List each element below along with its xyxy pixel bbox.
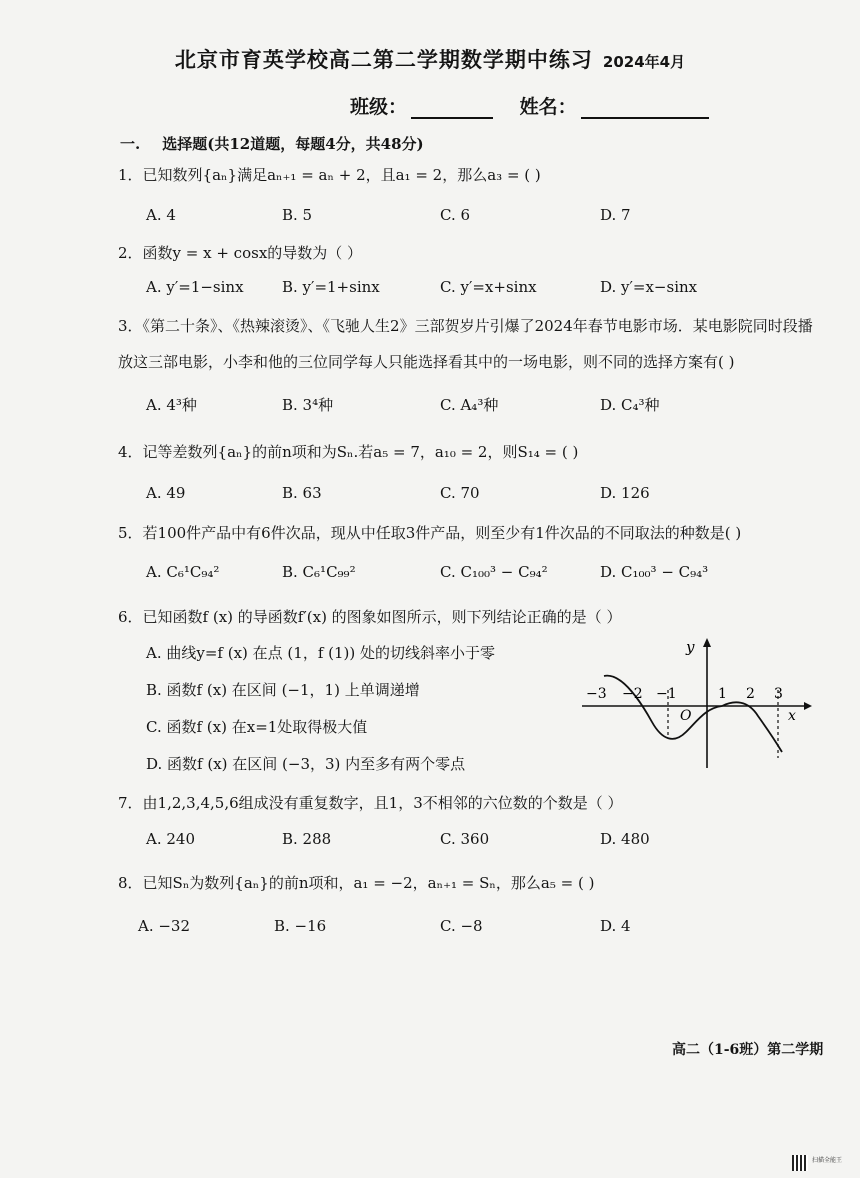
- option-b[interactable]: B. −16: [274, 917, 327, 935]
- x-axis-arrow: [804, 702, 812, 710]
- name-label: 姓名：: [519, 96, 577, 118]
- tick-label: −1: [656, 686, 677, 702]
- option-d[interactable]: D. C₁₀₀³ − C₉₄³: [600, 563, 709, 581]
- option-a[interactable]: A. 4: [146, 206, 176, 224]
- option-c[interactable]: C. −8: [440, 917, 483, 935]
- y-axis-arrow: [703, 638, 711, 647]
- option-b[interactable]: B. 63: [282, 484, 322, 502]
- option-a[interactable]: A. y′=1−sinx: [146, 278, 244, 296]
- qr-code-icon: [792, 1155, 808, 1171]
- class-blank[interactable]: [411, 97, 493, 119]
- question-8-stem: 8．已知Sₙ为数列{aₙ}的前n项和，a₁ = −2，aₙ₊₁ = Sₙ，那么a₅ = ( ): [118, 874, 595, 892]
- option-b[interactable]: B. 288: [282, 830, 332, 848]
- class-label: 班级：: [350, 96, 408, 118]
- question-4-stem: 4．记等差数列{aₙ}的前n项和为Sₙ.若a₅ = 7，a₁₀ = 2，则S₁₄ = ( ): [118, 443, 579, 461]
- option-d[interactable]: D. 函数f (x) 在区间 (−3，3) 内至多有两个零点: [146, 755, 466, 773]
- option-c[interactable]: C. A₄³种: [440, 396, 499, 414]
- option-d[interactable]: D. C₄³种: [600, 396, 660, 414]
- question-5-stem: 5．若100件产品中有6件次品，现从中任取3件产品，则至少有1件次品的不同取法的种数是( ): [118, 524, 742, 542]
- y-axis-label: y: [686, 638, 695, 656]
- option-a[interactable]: A. 49: [146, 484, 186, 502]
- exam-title: [0, 44, 860, 74]
- section-title: 选择题(共12道题，每题4分，共48分): [162, 135, 424, 153]
- option-d[interactable]: D. 480: [600, 830, 650, 848]
- option-c[interactable]: C. C₁₀₀³ − C₉₄²: [440, 563, 548, 581]
- option-b[interactable]: B. 3⁴种: [282, 396, 334, 414]
- option-c[interactable]: C. 360: [440, 830, 490, 848]
- tick-label: −3: [586, 686, 607, 702]
- option-a[interactable]: A. 4³种: [146, 396, 197, 414]
- tick-label: 3: [774, 686, 783, 702]
- option-d[interactable]: D. 4: [600, 917, 631, 935]
- page-footer: 高二（1-6班）第二学期: [672, 1042, 824, 1058]
- option-c[interactable]: C. 函数f (x) 在x=1处取得极大值: [146, 718, 368, 736]
- option-d[interactable]: D. 126: [600, 484, 650, 502]
- section-number: 一.: [120, 135, 141, 153]
- exam-date: 2024年4月: [602, 53, 686, 71]
- student-info-line: [350, 92, 729, 119]
- derivative-graph: [582, 636, 812, 768]
- option-c[interactable]: C. 70: [440, 484, 480, 502]
- question-7-stem: 7．由1,2,3,4,5,6组成没有重复数字，且1，3不相邻的六位数的个数是（ ）: [118, 794, 623, 812]
- question-3-stem: 3．《第二十条》、《热辣滚烫》、《飞驰人生2》三部贺岁片引爆了2024年春节电影市场．某电影院同时段播放这三部电影，小李和他的三位同学每人只能选择看其中的一场电影，则不同的选择方案有( ): [118, 317, 813, 371]
- tick-label: 2: [746, 686, 755, 702]
- option-c[interactable]: C. y′=x+sinx: [440, 278, 537, 296]
- option-d[interactable]: D. y′=x−sinx: [600, 278, 698, 296]
- option-b[interactable]: B. 5: [282, 206, 313, 224]
- scanner-watermark: 扫描全能王: [812, 1157, 843, 1164]
- question-1-stem: 1．已知数列{aₙ}满足aₙ₊₁ = aₙ + 2，且a₁ = 2，那么a₃ = ( ): [118, 166, 541, 184]
- option-a[interactable]: A. 曲线y=f (x) 在点 (1，f (1)) 处的切线斜率小于零: [146, 644, 496, 662]
- tick-label: 1: [718, 686, 727, 702]
- question-2-stem: 2．函数y = x + cosx的导数为（ ）: [118, 244, 363, 262]
- question-6-stem: 6．已知函数f (x) 的导函数f′(x) 的图象如图所示，则下列结论正确的是（ ）: [118, 608, 622, 626]
- name-blank[interactable]: [581, 97, 709, 119]
- exam-title-text: 北京市育英学校高二第二学期数学期中练习: [174, 48, 593, 72]
- question-6-options: [146, 642, 495, 790]
- option-b[interactable]: B. C₆¹C₉₉²: [282, 563, 356, 581]
- x-axis-label: x: [788, 708, 796, 724]
- tick-label: −2: [622, 686, 643, 702]
- option-a[interactable]: A. 240: [146, 830, 195, 848]
- option-b[interactable]: B. 函数f (x) 在区间 (−1，1) 上单调递增: [146, 681, 420, 699]
- option-a[interactable]: A. −32: [138, 917, 191, 935]
- option-a[interactable]: A. C₆¹C₉₄²: [146, 563, 220, 581]
- option-c[interactable]: C. 6: [440, 206, 471, 224]
- origin-label: O: [680, 708, 692, 724]
- option-b[interactable]: B. y′=1+sinx: [282, 278, 380, 296]
- section-heading: [120, 133, 424, 154]
- option-d[interactable]: D. 7: [600, 206, 631, 224]
